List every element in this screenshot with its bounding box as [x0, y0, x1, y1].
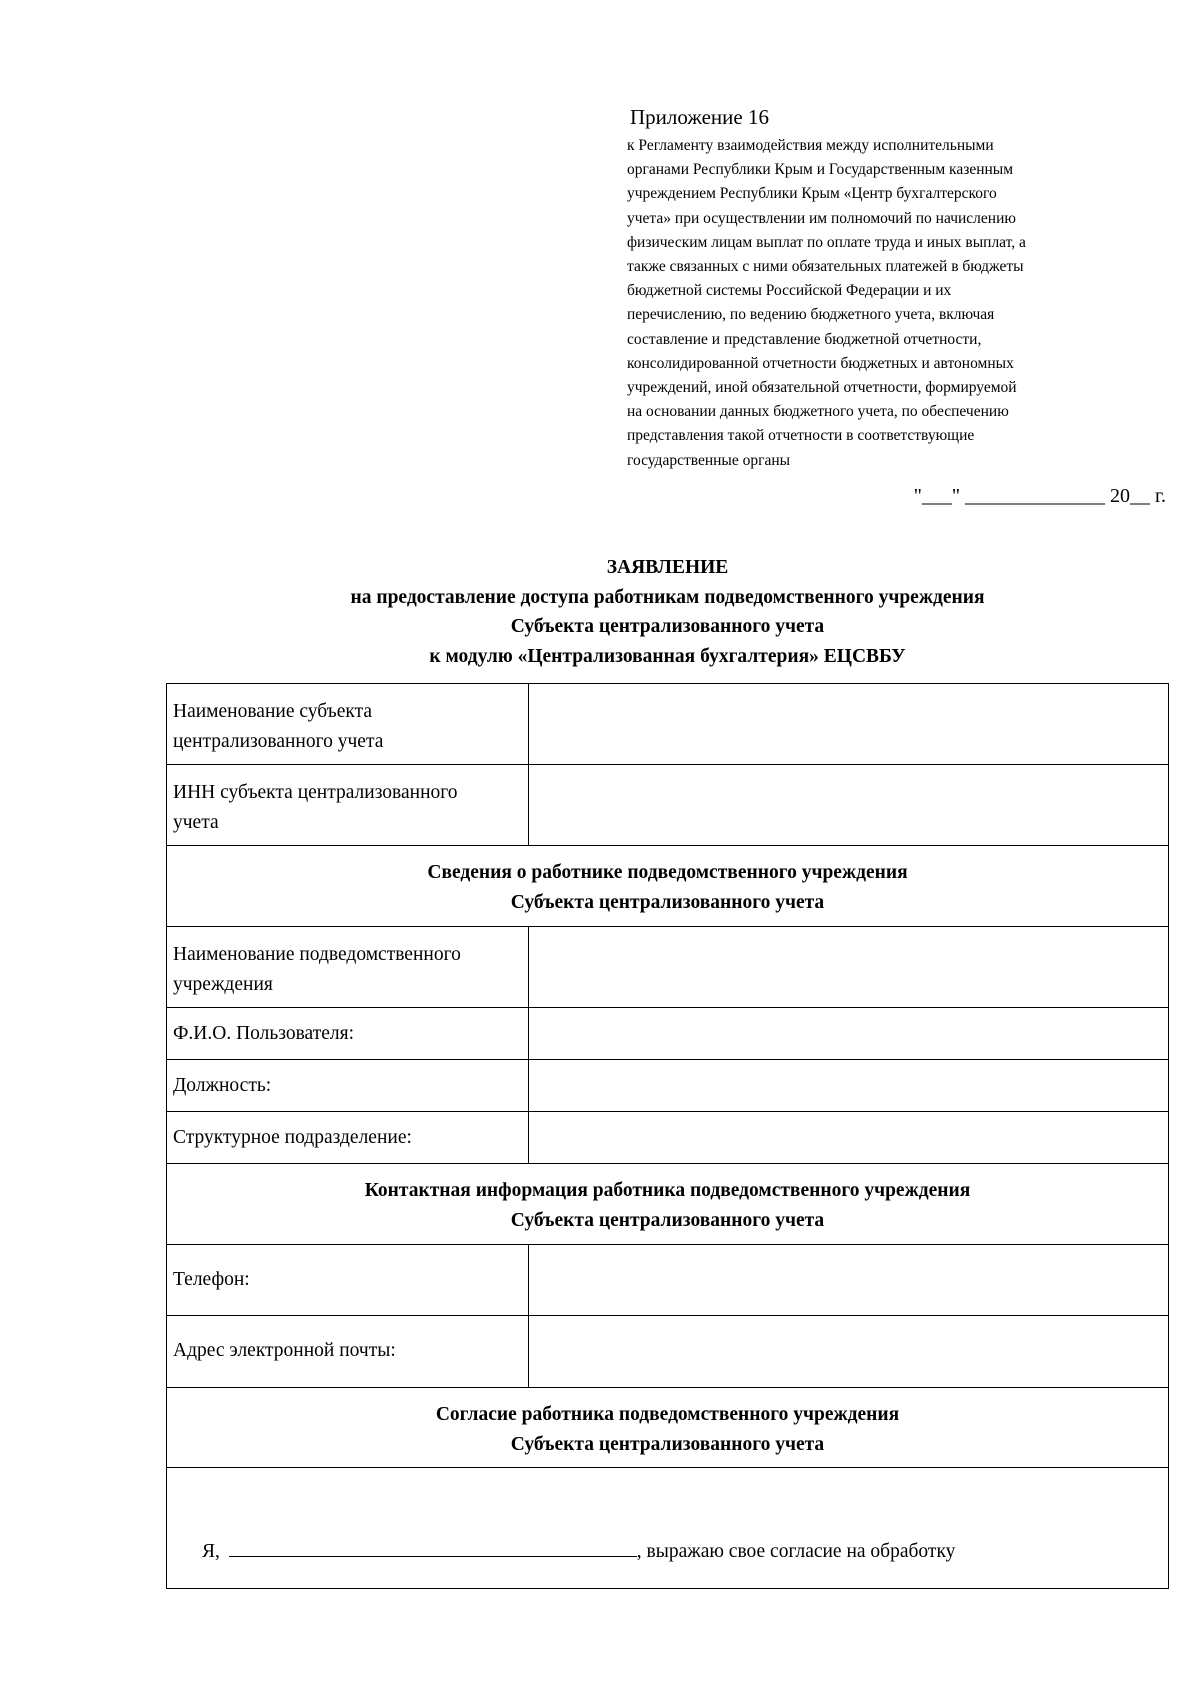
consent-prefix: Я, — [202, 1541, 220, 1562]
appendix-line: органами Республики Крым и Государственным казенным — [627, 161, 1014, 179]
appendix-line: консолидированной отчетности бюджетных и автономных — [627, 354, 1014, 372]
label-text: Адрес электронной почты: — [173, 1340, 396, 1361]
section-header-employee — [167, 846, 1169, 927]
section-title: Субъекта централизованного учета — [510, 1433, 825, 1455]
appendix-line: также связанных с ними обязательных платежей в бюджеты — [627, 258, 1024, 276]
form-row-position — [167, 1060, 1169, 1112]
appendix-line: перечислению, по ведению бюджетного учета, включая — [627, 306, 995, 324]
appendix-line: бюджетной системы Российской Федерации и их — [627, 282, 952, 300]
user-fio-field[interactable] — [529, 1008, 1169, 1060]
form-row-email — [167, 1316, 1169, 1388]
form-section-employee — [167, 846, 1169, 927]
application-form-table — [166, 683, 1169, 1589]
label-text: централизованного учета — [173, 730, 384, 752]
appendix-description — [627, 134, 1127, 473]
label-text: ИНН субъекта централизованного — [173, 782, 458, 803]
label-text: учреждения — [173, 973, 273, 995]
section-header-contact — [167, 1164, 1169, 1245]
position-field[interactable] — [529, 1060, 1169, 1112]
form-row-consent — [167, 1468, 1169, 1589]
appendix-line: государственные органы — [627, 451, 791, 469]
phone-field[interactable] — [529, 1245, 1169, 1316]
phone-label — [167, 1245, 529, 1316]
subject-inn-field[interactable] — [529, 765, 1169, 846]
form-row-subject-inn — [167, 765, 1169, 846]
subject-inn-label — [167, 765, 529, 846]
label-text: Ф.И.О. Пользователя: — [173, 1023, 355, 1044]
section-title: Сведения о работнике подведомственного учреждения — [427, 862, 908, 883]
label-text: Телефон: — [173, 1269, 250, 1290]
section-title: Субъекта централизованного учета — [510, 891, 825, 913]
appendix-title: Приложение 16 — [630, 105, 769, 129]
subject-name-label — [167, 684, 529, 765]
document-heading — [0, 553, 1200, 671]
section-title: Согласие работника подведомственного учреждения — [435, 1404, 900, 1425]
appendix-line: физическим лицам выплат по оплате труда и иных выплат, а — [627, 233, 1026, 251]
label-text: Должность: — [173, 1075, 272, 1096]
department-label — [167, 1112, 529, 1164]
department-field[interactable] — [529, 1112, 1169, 1164]
consent-statement — [167, 1468, 1169, 1589]
appendix-line: на основании данных бюджетного учета, по обеспечению — [627, 403, 1009, 421]
form-section-consent — [167, 1388, 1169, 1468]
form-row-department — [167, 1112, 1169, 1164]
form-row-user-fio — [167, 1008, 1169, 1060]
appendix-line: учета» при осуществлении им полномочий по начислению — [627, 209, 1016, 227]
form-row-institution-name — [167, 927, 1169, 1008]
date-line: "___" ______________ 20__ г. — [913, 485, 1166, 507]
section-title: Субъекта централизованного учета — [510, 1209, 825, 1231]
document-title: ЗАЯВЛЕНИЕ — [606, 557, 729, 578]
form-row-subject-name — [167, 684, 1169, 765]
email-field[interactable] — [529, 1316, 1169, 1388]
institution-name-field[interactable] — [529, 927, 1169, 1008]
appendix-line: составление и представление бюджетной отчетности, — [627, 330, 982, 348]
consent-suffix: , выражаю свое согласие на обработку — [636, 1541, 956, 1562]
appendix-line: учреждений, иной обязательной отчетности, формируемой — [627, 379, 1017, 397]
label-text: Наименование субъекта — [173, 701, 373, 722]
institution-name-label — [167, 927, 529, 1008]
document-subtitle: на предоставление доступа работникам подведомственного учреждения — [350, 586, 985, 608]
form-section-contact — [167, 1164, 1169, 1245]
consent-name-blank[interactable] — [229, 1538, 637, 1557]
label-text: Структурное подразделение: — [173, 1127, 412, 1148]
email-label — [167, 1316, 529, 1388]
form-row-phone — [167, 1245, 1169, 1316]
appendix-line: к Регламенту взаимодействия между исполнительными — [627, 137, 994, 154]
position-label — [167, 1060, 529, 1112]
section-header-consent — [167, 1388, 1169, 1468]
document-subtitle: Субъекта централизованного учета — [510, 616, 825, 637]
label-text: учета — [173, 811, 219, 833]
user-fio-label — [167, 1008, 529, 1060]
document-subtitle: к модулю «Централизованная бухгалтерия» ЕЦСВБУ — [429, 645, 906, 667]
appendix-line: представления такой отчетности в соответствующие — [627, 427, 975, 445]
section-title: Контактная информация работника подведомственного учреждения — [364, 1180, 971, 1201]
appendix-line: учреждением Республики Крым «Центр бухгалтерского — [627, 185, 997, 203]
label-text: Наименование подведомственного — [173, 944, 461, 965]
subject-name-field[interactable] — [529, 684, 1169, 765]
